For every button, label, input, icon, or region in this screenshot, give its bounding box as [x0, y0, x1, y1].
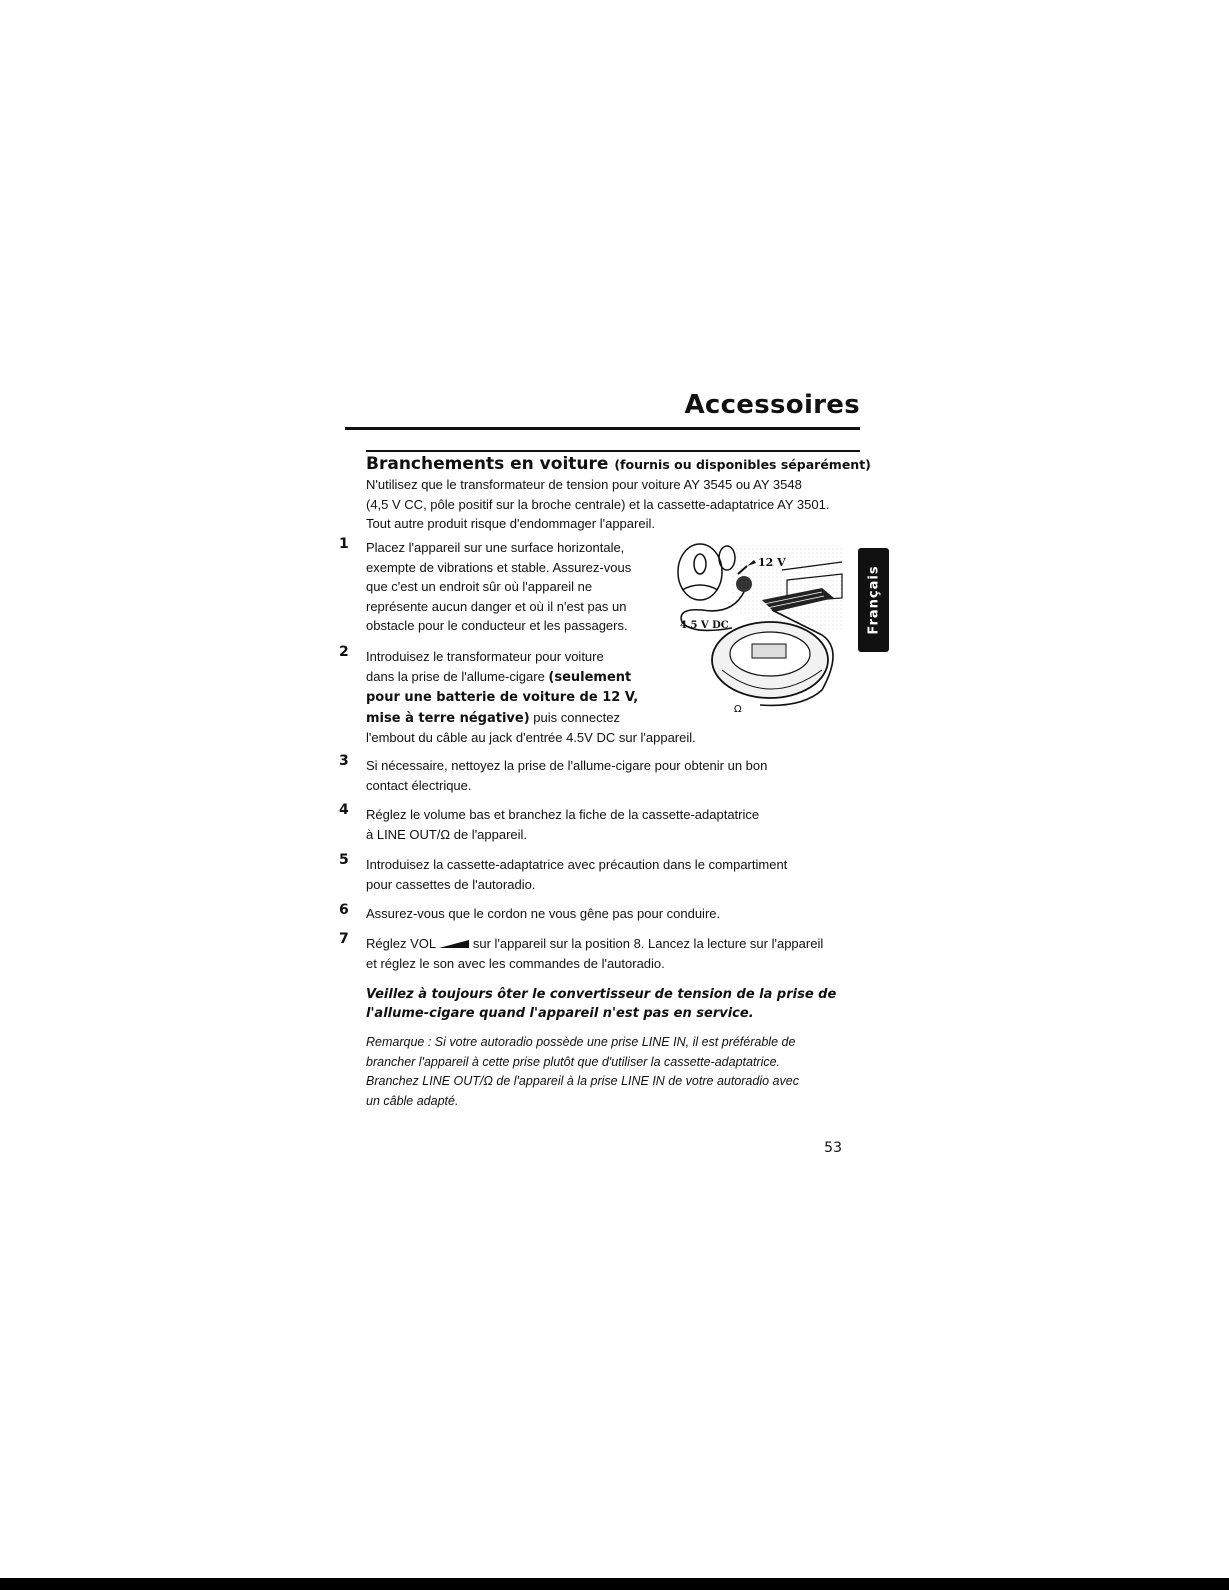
- step-text-part: Introduisez le transformateur pour voiture dans la prise de l'allume-cigare: [366, 649, 604, 684]
- step-text: [366, 934, 846, 973]
- section-heading-note: (fournis ou disponibles séparément): [614, 457, 871, 472]
- step-text-part: sur l'appareil sur la position 8. Lancez la lecture sur l'appareil et réglez le son avec les commandes de l'autoradio.: [366, 936, 824, 971]
- headphone-jack-icon: Ω: [734, 704, 742, 715]
- section-divider: [366, 450, 860, 452]
- step-text-emphasis: (seulement pour une batterie de voiture de 12 V, mise à terre négative): [366, 669, 639, 726]
- step-text-part: puis connectez l'embout du câble au jack d'entrée 4.5V DC sur l'appareil.: [366, 709, 696, 745]
- section-intro: N'utilisez que le transformateur de tension pour voiture AY 3545 ou AY 3548 (4,5 V CC, pôle positif sur la broche centrale) et la cassette-adaptatrice AY 3501. Tout autre produit risque d'endommager l'appareil.: [366, 477, 830, 531]
- car-connection-illustration: [672, 540, 847, 715]
- step-number: 5: [339, 852, 349, 868]
- step-text: Placez l'appareil sur une surface horizontale, exempte de vibrations et stable. Assurez-vous que c'est un endroit sûr où l'appareil ne représente aucun danger et où il n'est pas un obstacle pour le conducteur et les passagers.: [366, 540, 632, 633]
- step-number: 3: [339, 753, 349, 769]
- label-12v: 12 V: [758, 556, 786, 569]
- page-number: 53: [824, 1140, 842, 1156]
- section-heading: [366, 454, 871, 474]
- step-number: 6: [339, 902, 349, 918]
- step-text: Introduisez la cassette-adaptatrice avec précaution dans le compartiment pour cassettes de l'autoradio.: [366, 857, 788, 892]
- language-tab-label: Français: [866, 565, 881, 635]
- cd-player-icon: [712, 622, 828, 698]
- page-title: Accessoires: [684, 390, 860, 420]
- step-text: Assurez-vous que le cordon ne vous gêne pas pour conduire.: [366, 906, 721, 921]
- step-text: Réglez le volume bas et branchez la fiche de la cassette-adaptatrice à LINE OUT/Ω de l'appareil.: [366, 807, 760, 842]
- step-text: Si nécessaire, nettoyez la prise de l'allume-cigare pour obtenir un bon contact électrique.: [366, 758, 768, 793]
- step-number: 2: [339, 644, 349, 660]
- label-4-5v-dc: 4.5 V DC: [680, 620, 729, 631]
- step-text-part: Réglez VOL: [366, 936, 440, 951]
- step-number: 1: [339, 536, 349, 552]
- language-tab: [858, 548, 889, 652]
- scan-edge-bar: [0, 1578, 1229, 1590]
- section-heading-text: Branchements en voiture: [366, 454, 609, 474]
- note-text: Remarque : Si votre autoradio possède une prise LINE IN, il est préférable de brancher l'appareil à cette prise plutôt que d'utiliser la cassette-adaptatrice. Branchez LINE OUT/Ω de l'appareil à la prise LINE IN de votre autoradio avec un câble adapté.: [366, 1035, 799, 1108]
- warning-text: Veillez à toujours ôter le convertisseur de tension de la prise de l'allume-cigare quand l'appareil n'est pas en service.: [366, 987, 837, 1021]
- step-number: 4: [339, 802, 349, 818]
- title-divider: [345, 427, 860, 430]
- step-number: 7: [339, 931, 349, 947]
- steering-wheel-icon: [678, 544, 735, 600]
- volume-wedge-icon: [439, 940, 469, 949]
